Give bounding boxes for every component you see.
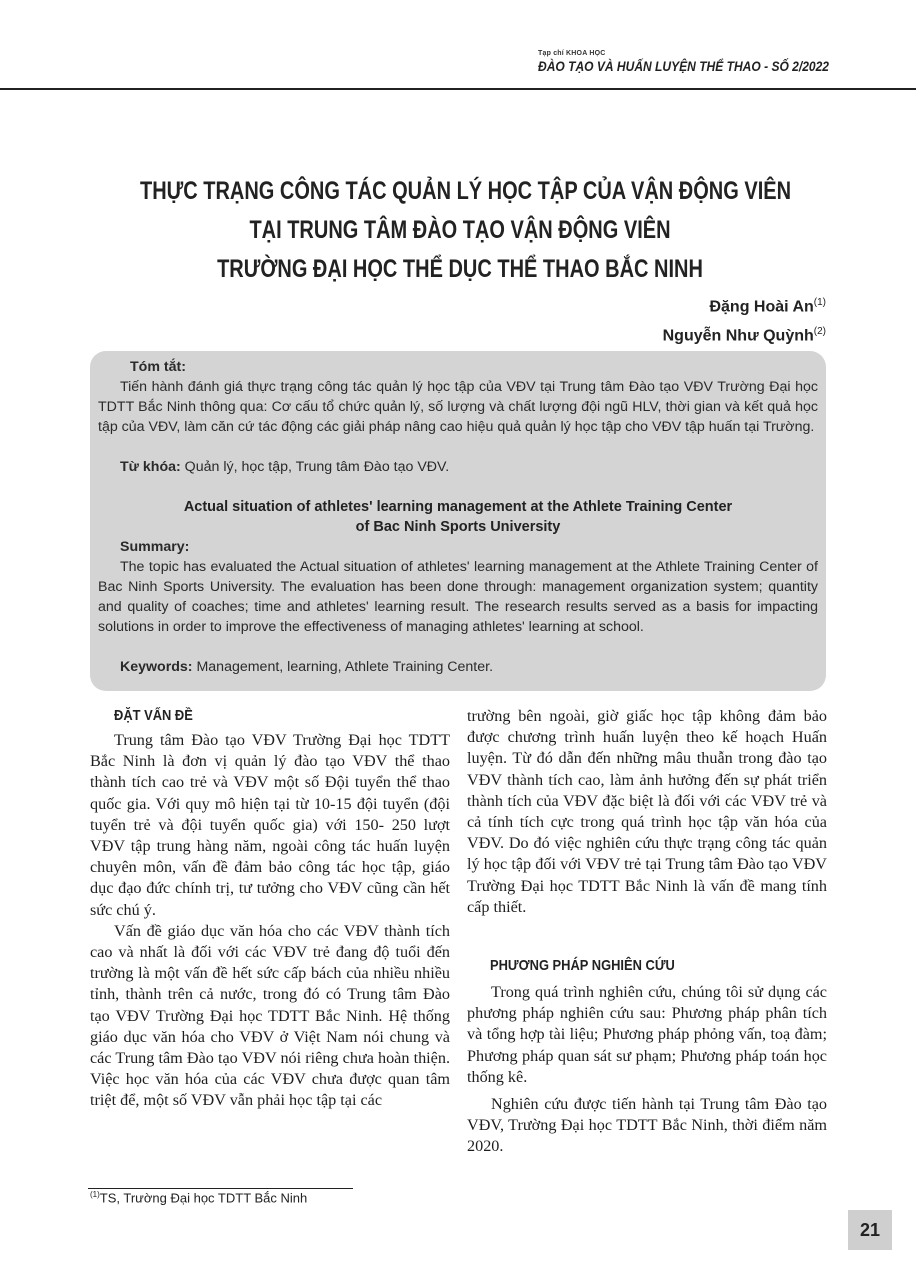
footnote bbox=[90, 1190, 307, 1205]
methods-paragraph-2: Nghiên cứu được tiến hành tại Trung tâm Đào tạo VĐV, Trường Đại học TDTT Bắc Ninh, thời điểm năm 2020. bbox=[467, 1095, 827, 1156]
intro-paragraph-1: Trung tâm Đào tạo VĐV Trường Đại học TDTT Bắc Ninh là đơn vị quản lý đào tạo VĐV thể thao thành tích cao trẻ và VĐV một số Đội tuyển thể thao quốc gia. Với quy mô hiện tại từ 10-15 đội tuyển (đội tuyển trẻ và đội tuyển quốc gia) với 150- 250 lượt VĐV tập trung hàng năm, ngoài công tác huấn luyện chuyên môn, vấn đề đảm bảo công tác học tập, giáo dục đạo đức chính trị, tư tưởng cho VĐV cũng cần hết sức chú ý. bbox=[90, 731, 450, 919]
header-rule bbox=[0, 88, 916, 90]
abstract-en-title-line-2: of Bac Ninh Sports University bbox=[355, 519, 561, 535]
right-column bbox=[467, 706, 827, 918]
journal-issue: - SỐ 2/2022 bbox=[764, 58, 830, 74]
abstract-en-title bbox=[100, 497, 816, 537]
journal-name-line bbox=[538, 58, 830, 74]
abstract-vi-keywords bbox=[120, 457, 449, 477]
abstract-en-text: The topic has evaluated the Actual situation of athletes' learning management at the Athlete Training Center of Bac Ninh Sports University. The evaluation has been done through: management organization system; quantity and quality of coaches; time and athletes' learning result. The research results served as a basis for impacting solutions in order to improve the effectiveness of managing athletes' learning at school. bbox=[98, 559, 818, 635]
author-1-mark: (1) bbox=[813, 297, 826, 308]
title-line-3: TRƯỜNG ĐẠI HỌC THỂ DỤC THỂ THAO BẮC NINH bbox=[217, 255, 703, 283]
keywords-vi-label: Từ khóa: bbox=[120, 459, 181, 475]
title-line-2: TẠI TRUNG TÂM ĐÀO TẠO VẬN ĐỘNG VIÊN bbox=[249, 216, 671, 244]
page-number: 21 bbox=[848, 1210, 892, 1250]
abstract-vi-text: Tiến hành đánh giá thực trạng công tác quản lý học tập của VĐV tại Trung tâm Đào tạo VĐV Trường Đại học TDTT Bắc Ninh thông qua: Cơ cấu tổ chức quản lý, số lượng và chất lượng đội ngũ HLV, thời gian và kết quả học tập của VĐV, làm căn cứ tác động các giải pháp nâng cao hiệu quả quản lý học tập cho VĐV tập huấn tại Trường. bbox=[98, 379, 818, 435]
methods-text bbox=[467, 982, 827, 1158]
keywords-vi-value: Quản lý, học tập, Trung tâm Đào tạo VĐV. bbox=[180, 459, 450, 475]
methods-paragraph-1: Trong quá trình nghiên cứu, chúng tôi sử dụng các phương pháp nghiên cứu sau: Phương pháp phân tích và tổng hợp tài liệu; Phương pháp phỏng vấn, toạ đàm; Phương pháp quan sát sư phạm; Phương pháp toán học thống kê. bbox=[467, 983, 827, 1086]
author-2-name: Nguyễn Như Quỳnh bbox=[662, 327, 814, 345]
intro-paragraph-2-continued: trường bên ngoài, giờ giấc học tập không đảm bảo được chương trình huấn luyện theo kế hoạch Huấn luyện. Từ đó dẫn đến những mâu thuẫn trong đào tạo VĐV thành tích cao, làm ảnh hưởng đến sự phát triển thành tích của VĐV đặc biệt là đối với các VĐV trẻ và cả tính tích cực trong quá trình học tập văn hóa của VĐV. Do đó việc nghiên cứu thực trạng công tác quản lý học tập đối với VĐV trẻ tại Trung tâm Đào tạo VĐV Trường Đại học TDTT Bắc Ninh là vấn đề mang tính cấp thiết. bbox=[467, 707, 827, 916]
left-column bbox=[90, 730, 450, 1112]
keywords-en-label: Keywords: bbox=[120, 659, 193, 675]
keywords-en-value: Management, learning, Athlete Training Center. bbox=[192, 659, 494, 675]
running-header bbox=[538, 50, 838, 74]
section-heading-methods: PHƯƠNG PHÁP NGHIÊN CỨU bbox=[490, 957, 675, 974]
article-title bbox=[60, 172, 860, 289]
journal-small-label: Tạp chí KHOA HỌC bbox=[538, 50, 606, 57]
author-1 bbox=[663, 290, 826, 319]
abstract-vi-heading: Tóm tắt: bbox=[130, 359, 186, 375]
abstract-box bbox=[90, 351, 826, 691]
author-2 bbox=[663, 319, 826, 348]
footnote-mark: (1) bbox=[90, 1190, 100, 1199]
abstract-en-heading: Summary: bbox=[120, 539, 190, 555]
author-1-name: Đặng Hoài An bbox=[709, 298, 814, 316]
author-2-mark: (2) bbox=[813, 326, 826, 338]
abstract-en-title-line-1: Actual situation of athletes' learning management at the Athlete Training Center bbox=[183, 499, 733, 515]
abstract-en-keywords bbox=[120, 657, 493, 677]
intro-paragraph-2: Vấn đề giáo dục văn hóa cho các VĐV thành tích cao và nhất là đối với các VĐV trẻ đang độ tuổi đến trường là một vấn đề hết sức cấp bách của nhiều nhiều tỉnh, thành trên cả nước, trong đó có Trung tâm Đào tạo VĐV Trường Đại học TDTT Bắc Ninh. Hệ thống giáo dục văn hóa cho VĐV ở Việt Nam nói chung và các Trung tâm Đào tạo VĐV nói riêng chưa hoàn thiện. Việc học văn hóa của các VĐV chưa được quan tâm triệt để, một số VĐV vẫn phải học tập tại các bbox=[90, 921, 450, 1110]
title-line-1: THỰC TRẠNG CÔNG TÁC QUẢN LÝ HỌC TẬP CỦA VẬN ĐỘNG VIÊN bbox=[140, 177, 792, 205]
journal-name: ĐÀO TẠO VÀ HUẤN LUYỆN THỂ THAO bbox=[538, 58, 761, 74]
footnote-text: TS, Trường Đại học TDTT Bắc Ninh bbox=[99, 1190, 308, 1206]
author-list bbox=[663, 290, 826, 349]
footnote-rule bbox=[88, 1188, 353, 1189]
section-heading-introduction: ĐẶT VẤN ĐỀ bbox=[114, 707, 193, 724]
